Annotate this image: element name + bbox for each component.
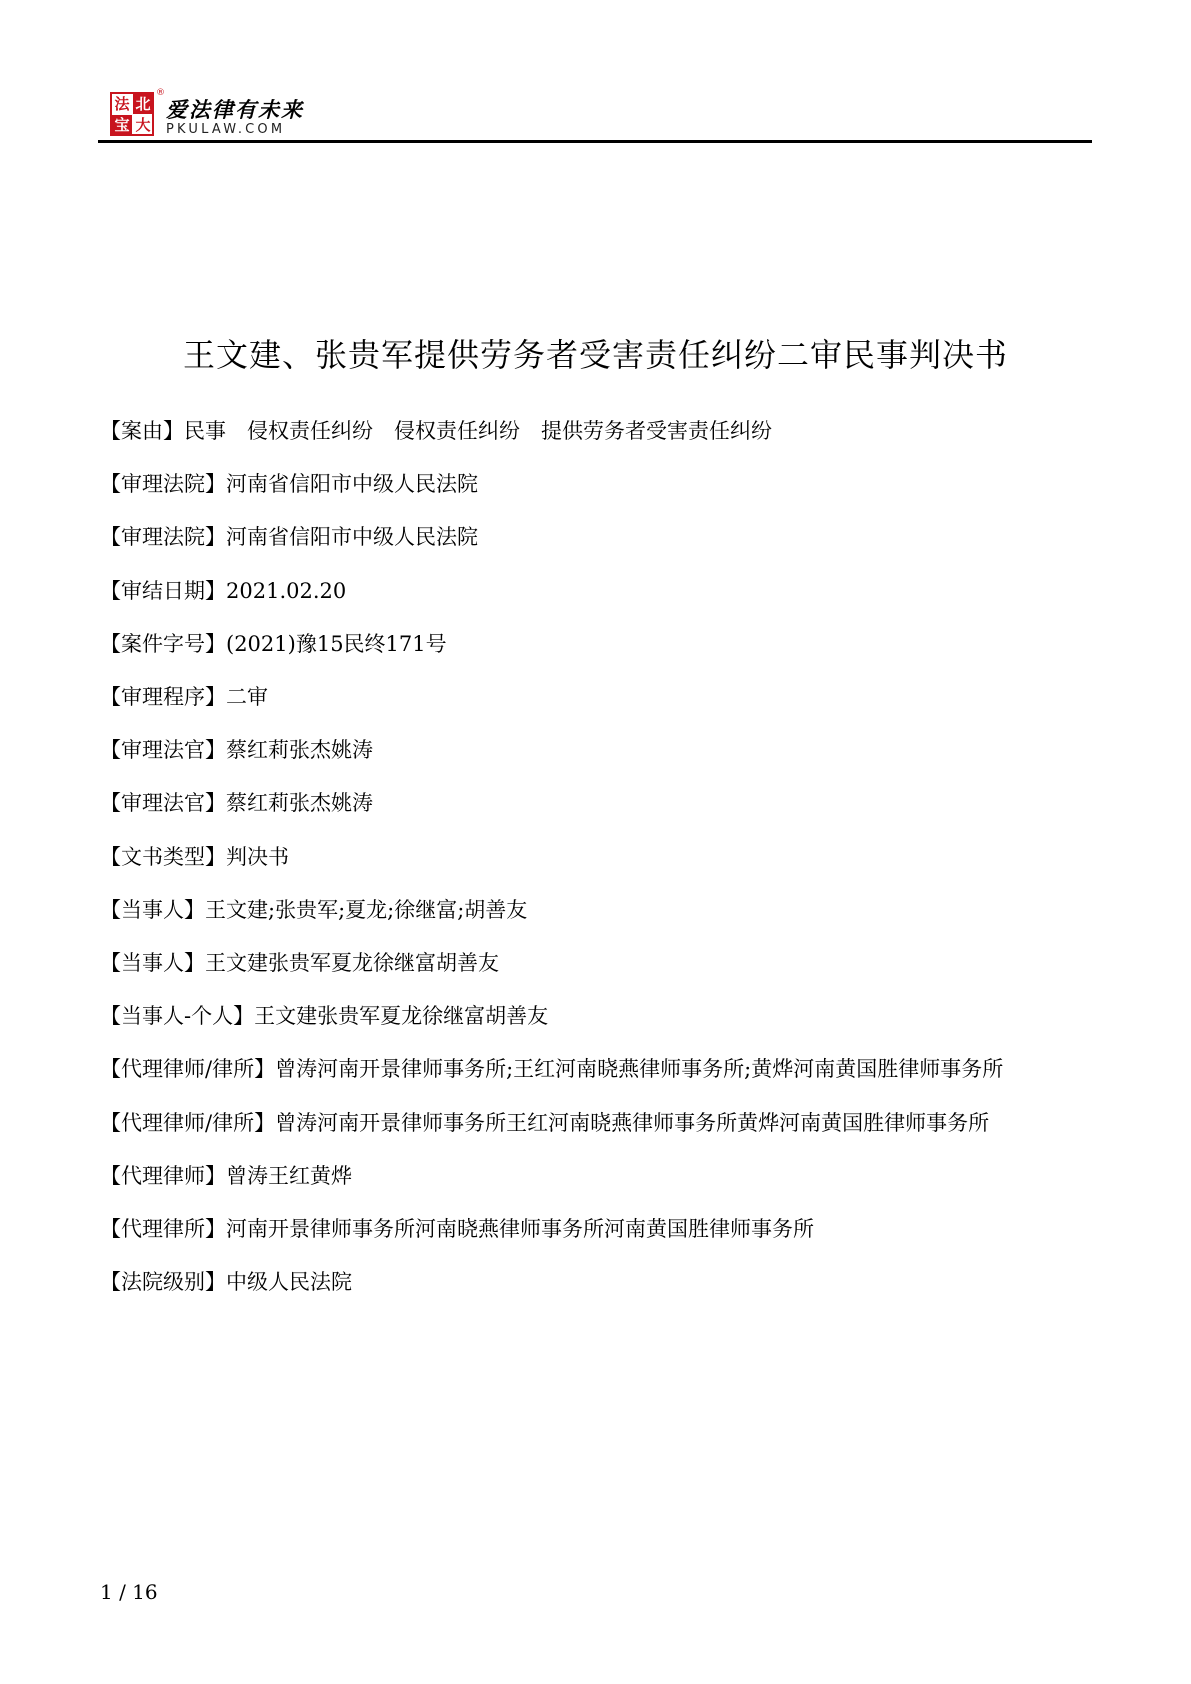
field-label: 【审理法官】 (100, 738, 226, 763)
field-label: 【审理程序】 (100, 685, 226, 710)
field-value: 2021.02.20 (226, 578, 347, 603)
logo-char: 宝 (112, 115, 132, 135)
field-label: 【案件字号】 (100, 631, 226, 656)
field-label: 【案由】 (100, 419, 184, 443)
field-label: 【审结日期】 (100, 578, 226, 603)
field-label: 【当事人-个人】 (100, 1004, 255, 1029)
field-label: 【审理法官】 (100, 791, 226, 816)
page-number: 1 / 16 (100, 1580, 158, 1604)
field-label: 【当事人】 (100, 951, 205, 976)
field-value: 判决书 (226, 844, 289, 869)
field-value: 河南省信阳市中级人民法院 (226, 525, 478, 550)
field-value: 二审 (226, 685, 268, 710)
field-value: 蔡红莉张杰姚涛 (226, 791, 373, 816)
field-value: 民事 侵权责任纠纷 侵权责任纠纷 提供劳务者受害责任纠纷 (184, 419, 772, 443)
field-value: 河南开景律师事务所河南晓燕律师事务所河南黄国胜律师事务所 (226, 1217, 814, 1242)
field-lawyers (100, 1150, 1020, 1203)
field-judges (100, 724, 1020, 777)
logo-char: 大 (135, 116, 151, 134)
field-procedure (100, 671, 1020, 724)
logo-char: 北 (133, 94, 153, 114)
logo-char: 法 (114, 95, 130, 113)
header-rule (98, 140, 1092, 143)
field-label: 【法院级别】 (100, 1270, 226, 1295)
field-judgment-date (100, 565, 1020, 618)
field-value: 蔡红莉张杰姚涛 (226, 738, 373, 763)
field-value: (2021)豫15民终171号 (226, 631, 447, 656)
field-label: 【文书类型】 (100, 844, 226, 869)
field-value: 王文建张贵军夏龙徐继富胡善友 (205, 951, 499, 976)
field-label: 【代理律师/律所】 (100, 1110, 276, 1135)
field-parties (100, 937, 1020, 990)
field-value: 王文建张贵军夏龙徐继富胡善友 (254, 1004, 549, 1029)
document-header (98, 82, 1092, 144)
field-value: 曾涛河南开景律师事务所王红河南晓燕律师事务所黄烨河南黄国胜律师事务所 (275, 1110, 990, 1135)
field-document-type (100, 831, 1020, 884)
field-law-firms (100, 1203, 1020, 1256)
field-lawyers-firms (100, 1097, 1020, 1150)
metadata-fields (100, 405, 1020, 1309)
field-label: 【当事人】 (100, 897, 205, 922)
field-case-cause (100, 405, 1020, 458)
field-value: 曾涛河南开景律师事务所;王红河南晓燕律师事务所;黄烨河南黄国胜律师事务所 (275, 1057, 1004, 1082)
document-title: 王文建、张贵军提供劳务者受害责任纠纷二审民事判决书 (182, 336, 1008, 374)
logo-site-url: PKULAW.COM (166, 122, 286, 137)
field-parties (100, 884, 1020, 937)
logo-slogan: 爱法律有未来 (166, 98, 304, 122)
field-lawyers-firms (100, 1043, 1020, 1096)
field-label: 【代理律师】 (100, 1163, 226, 1188)
registered-mark: ® (156, 88, 165, 98)
pkulaw-logo-seal (110, 92, 154, 136)
field-label: 【审理法院】 (100, 525, 226, 550)
field-value: 中级人民法院 (226, 1270, 352, 1295)
field-value: 河南省信阳市中级人民法院 (226, 472, 478, 497)
field-label: 【代理律所】 (100, 1217, 226, 1242)
field-court (100, 458, 1020, 511)
field-label: 【审理法院】 (100, 472, 226, 497)
field-value: 曾涛王红黄烨 (226, 1163, 352, 1188)
field-court-level (100, 1256, 1020, 1309)
field-value: 王文建;张贵军;夏龙;徐继富;胡善友 (205, 897, 528, 922)
field-judges (100, 777, 1020, 830)
field-label: 【代理律师/律所】 (100, 1057, 276, 1082)
field-parties-individual (100, 990, 1020, 1043)
field-case-number (100, 618, 1020, 671)
field-court (100, 511, 1020, 564)
